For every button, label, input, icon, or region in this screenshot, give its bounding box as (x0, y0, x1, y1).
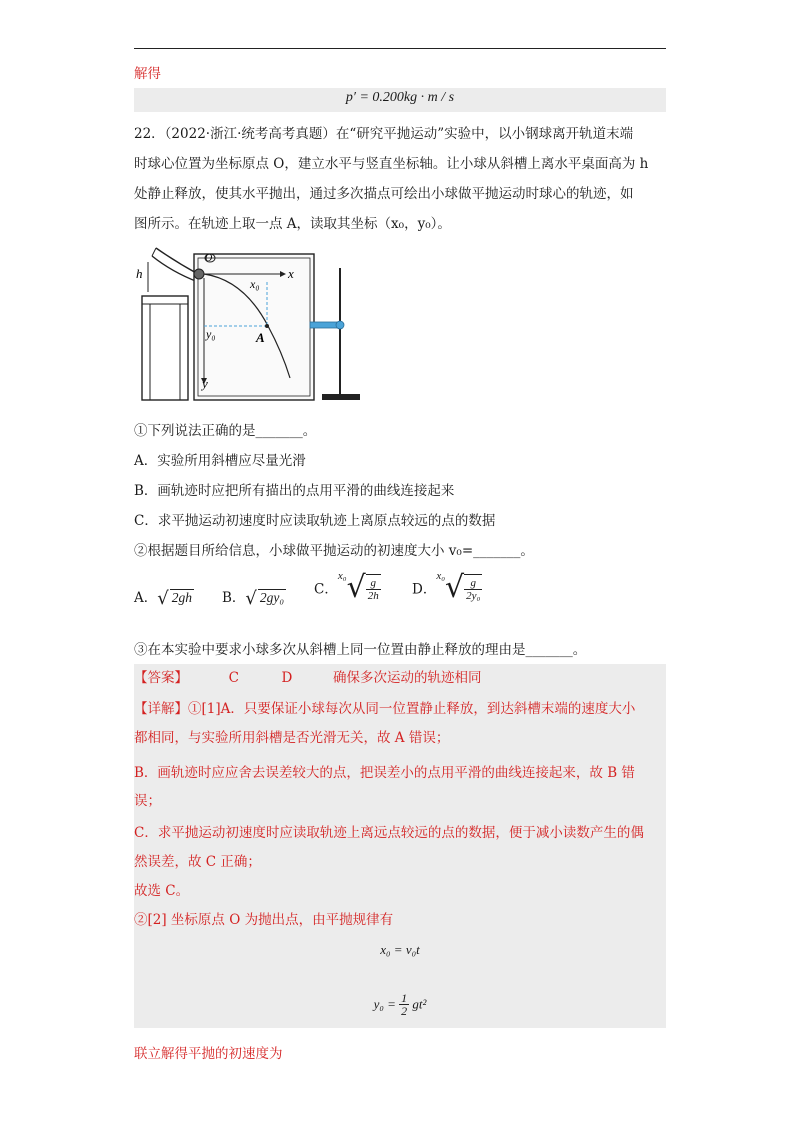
option-a: A．实验所用斜槽应尽量光滑 (134, 453, 306, 469)
answer-row (134, 668, 481, 688)
chute (156, 248, 198, 274)
eq2-numerator: 1 (401, 991, 408, 1005)
answer-tag: 【答案】 (134, 670, 188, 686)
v0-option-b: B．√ 2gy₀ (222, 588, 285, 609)
eq2-rhs: gt² (412, 996, 427, 1012)
equation-x0: x₀ = v₀t (380, 942, 420, 957)
option-b: B．画轨迹时应把所有描出的点用平滑的曲线连接起来 (134, 483, 455, 499)
part1-prompt: ①下列说法正确的是_______。 (134, 423, 317, 439)
eq2-lhs: y₀ = (373, 996, 396, 1012)
detail-line (134, 699, 635, 719)
answer-2: D (281, 670, 293, 686)
answer-1: C (228, 670, 239, 686)
question-line: 22．（2022·浙江·统考高考真题）在“研究平抛运动”实验中，以小钢球离开轨道末端 (134, 126, 634, 142)
part2-prompt: ②根据题目所给信息，小球做平抛运动的初速度大小 v₀=_______。 (134, 543, 534, 559)
question-line: 处静止释放，使其水平抛出，通过多次描点可绘出小球做平抛运动时球心的轨迹，如 (134, 186, 634, 202)
point-a (265, 324, 269, 328)
option-label: A． (134, 590, 158, 606)
detail-tag: 【详解】 (134, 701, 188, 717)
answer-3: 确保多次运动的轨迹相同 (332, 670, 482, 686)
y0-label: y₀ (206, 327, 216, 341)
equation-y0 (134, 992, 666, 1017)
top-rule (134, 48, 666, 49)
detail-line: B．画轨迹时应应舍去误差较大的点，把误差小的点用平滑的曲线连接起来，故 B 错 (134, 765, 635, 781)
table (142, 296, 188, 400)
detail-line: 都相同，与实验所用斜槽是否光滑无关，故 A 错误； (134, 730, 450, 746)
question-line: 图所示。在轨迹上取一点 A，读取其坐标（x₀，y₀）。 (134, 216, 451, 232)
radicand: 2gy₀ (259, 590, 285, 605)
solve-label: 解得 (134, 66, 161, 82)
option-label: C． (314, 581, 338, 598)
formula-box (134, 88, 666, 112)
x-axis-label: x (288, 266, 294, 281)
eq2-denominator: 2 (401, 1004, 408, 1018)
fraction-denominator: 2h (367, 589, 379, 602)
origin-label: O (205, 253, 213, 264)
v0-option-d: D．$^{x_0}$√ $\frac{g}{\text{2y₀}}$ (412, 570, 481, 605)
detail-line: C．求平抛运动初速度时应读取轨迹上离远点较远的点的数据，便于减小读数产生的偶 (134, 825, 644, 841)
radicand: 2gh (171, 590, 192, 605)
part3-prompt: ③在本实验中要求小球多次从斜槽上同一位置由静止释放的理由是_______。 (134, 642, 587, 658)
v0-option-a: A．√ 2gh (134, 588, 192, 609)
point-a-label: A (256, 330, 265, 345)
detail-line: ②[2] 坐标原点 O 为抛出点，由平抛规律有 (134, 912, 394, 928)
v0-option-c: C．$^{x_0}$√ $\frac{g}{2h}$ (314, 570, 379, 605)
clamp (310, 322, 340, 328)
detail-line: 故选 C。 (134, 883, 190, 899)
apparatus-figure (136, 244, 366, 404)
fraction-numerator: g (366, 577, 381, 590)
steel-ball (194, 269, 204, 279)
detail-line-text: ①[1]A．只要保证小球每次从同一位置静止释放，到达斜槽末端的速度大小 (188, 701, 636, 717)
option-c: C．求平抛运动初速度时应读取轨迹上离原点较远的点的数据 (134, 513, 496, 529)
x0-factor: x₀ (337, 570, 347, 582)
h-label: h (136, 266, 143, 281)
x0-factor: x₀ (436, 570, 446, 582)
final-line: 联立解得平抛的初速度为 (134, 1046, 283, 1062)
y-axis-label: y (202, 376, 208, 391)
detail-line: 误； (134, 793, 161, 809)
stand-base (322, 394, 360, 400)
fraction-numerator: g (464, 577, 482, 590)
detail-line: 然误差，故 C 正确； (134, 854, 261, 870)
fraction-denominator: 2y₀ (466, 589, 481, 602)
option-label: B． (222, 590, 246, 606)
x0-label: x₀ (250, 277, 260, 291)
momentum-formula: p′ = 0.200kg · m / s (345, 90, 455, 105)
option-label: D． (412, 581, 437, 598)
question-line: 时球心位置为坐标原点 O，建立水平与竖直坐标轴。让小球从斜槽上离水平桌面高为 h (134, 156, 649, 172)
